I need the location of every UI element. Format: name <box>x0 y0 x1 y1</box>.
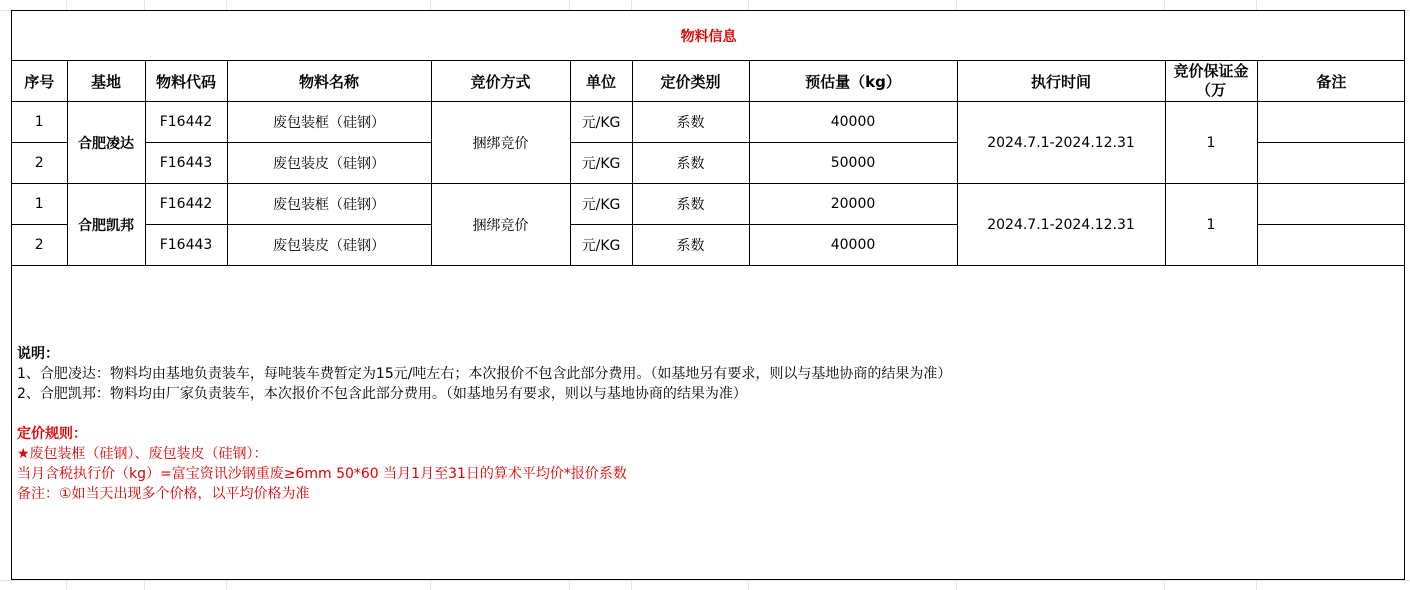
cell-remark[interactable] <box>1257 184 1405 225</box>
cell-base[interactable]: 合肥凌达 <box>67 102 145 184</box>
cell-unit[interactable]: 元/KG <box>570 143 632 184</box>
cell-estimate[interactable]: 40000 <box>749 102 957 143</box>
header-seq[interactable]: 序号 <box>12 61 67 102</box>
header-material-code[interactable]: 物料代码 <box>145 61 227 102</box>
header-unit[interactable]: 单位 <box>570 61 632 102</box>
table-row <box>12 102 1405 143</box>
notes-heading: 说明： <box>17 346 59 362</box>
cell-material-code[interactable]: F16442 <box>145 184 227 225</box>
pricing-rules-heading: 定价规则： <box>17 426 87 442</box>
cell-material-code[interactable]: F16442 <box>145 102 227 143</box>
notes-block[interactable] <box>17 344 951 504</box>
material-info-sheet <box>11 10 1405 580</box>
cell-unit[interactable]: 元/KG <box>570 225 632 266</box>
header-bid-deposit[interactable]: 竞价保证金（万 <box>1165 61 1257 102</box>
cell-estimate[interactable]: 40000 <box>749 225 957 266</box>
cell-pricing-category[interactable]: 系数 <box>632 143 749 184</box>
cell-execution-period[interactable]: 2024.7.1-2024.12.31 <box>957 184 1165 266</box>
cell-estimate[interactable]: 20000 <box>749 184 957 225</box>
cell-seq[interactable]: 2 <box>12 143 67 184</box>
cell-material-name[interactable]: 废包装框（硅钢） <box>227 102 431 143</box>
cell-unit[interactable]: 元/KG <box>570 102 632 143</box>
header-estimate-kg[interactable]: 预估量（kg） <box>749 61 957 102</box>
cell-remark[interactable] <box>1257 225 1405 266</box>
header-remark[interactable]: 备注 <box>1257 61 1405 102</box>
cell-remark[interactable] <box>1257 143 1405 184</box>
header-bidding-method[interactable]: 竞价方式 <box>431 61 570 102</box>
cell-pricing-category[interactable]: 系数 <box>632 225 749 266</box>
cell-remark[interactable] <box>1257 102 1405 143</box>
cell-material-code[interactable]: F16443 <box>145 225 227 266</box>
pricing-rule-2: 当月含税执行价（kg）=富宝资讯沙钢重废≥6mm 50*60 当月1月至31日的算术平均价*报价系数 <box>17 466 627 482</box>
cell-material-name[interactable]: 废包装皮（硅钢） <box>227 143 431 184</box>
cell-bid-deposit[interactable]: 1 <box>1165 184 1257 266</box>
cell-material-name[interactable]: 废包装皮（硅钢） <box>227 225 431 266</box>
cell-unit[interactable]: 元/KG <box>570 184 632 225</box>
pricing-rule-3: 备注：①如当天出现多个价格，以平均价格为准 <box>17 486 310 502</box>
cell-execution-period[interactable]: 2024.7.1-2024.12.31 <box>957 102 1165 184</box>
cell-material-name[interactable]: 废包装框（硅钢） <box>227 184 431 225</box>
header-execution-period[interactable]: 执行时间 <box>957 61 1165 102</box>
cell-bidding-method[interactable]: 捆绑竞价 <box>431 102 570 184</box>
notes-line-1: 1、合肥凌达：物料均由基地负责装车，每吨装车费暂定为15元/吨左右；本次报价不包含此部分费用。（如基地另有要求，则以与基地协商的结果为准） <box>17 366 952 382</box>
cell-pricing-category[interactable]: 系数 <box>632 184 749 225</box>
notes-line-2: 2、合肥凯邦：物料均由厂家负责装车，本次报价不包含此部分费用。（如基地另有要求，则以与基地协商的结果为准） <box>17 386 747 402</box>
table-row <box>12 184 1405 225</box>
cell-pricing-category[interactable]: 系数 <box>632 102 749 143</box>
material-table <box>12 11 1405 266</box>
cell-bid-deposit[interactable]: 1 <box>1165 102 1257 184</box>
header-pricing-category[interactable]: 定价类别 <box>632 61 749 102</box>
pricing-rule-1: ★废包装框（硅钢）、废包装皮（硅钢）： <box>17 446 268 462</box>
cell-seq[interactable]: 1 <box>12 102 67 143</box>
header-material-name[interactable]: 物料名称 <box>227 61 431 102</box>
header-base[interactable]: 基地 <box>67 61 145 102</box>
header-row <box>12 61 1405 102</box>
cell-seq[interactable]: 2 <box>12 225 67 266</box>
sheet-title[interactable]: 物料信息 <box>12 11 1405 61</box>
cell-estimate[interactable]: 50000 <box>749 143 957 184</box>
cell-material-code[interactable]: F16443 <box>145 143 227 184</box>
cell-base[interactable]: 合肥凯邦 <box>67 184 145 266</box>
cell-bidding-method[interactable]: 捆绑竞价 <box>431 184 570 266</box>
cell-seq[interactable]: 1 <box>12 184 67 225</box>
